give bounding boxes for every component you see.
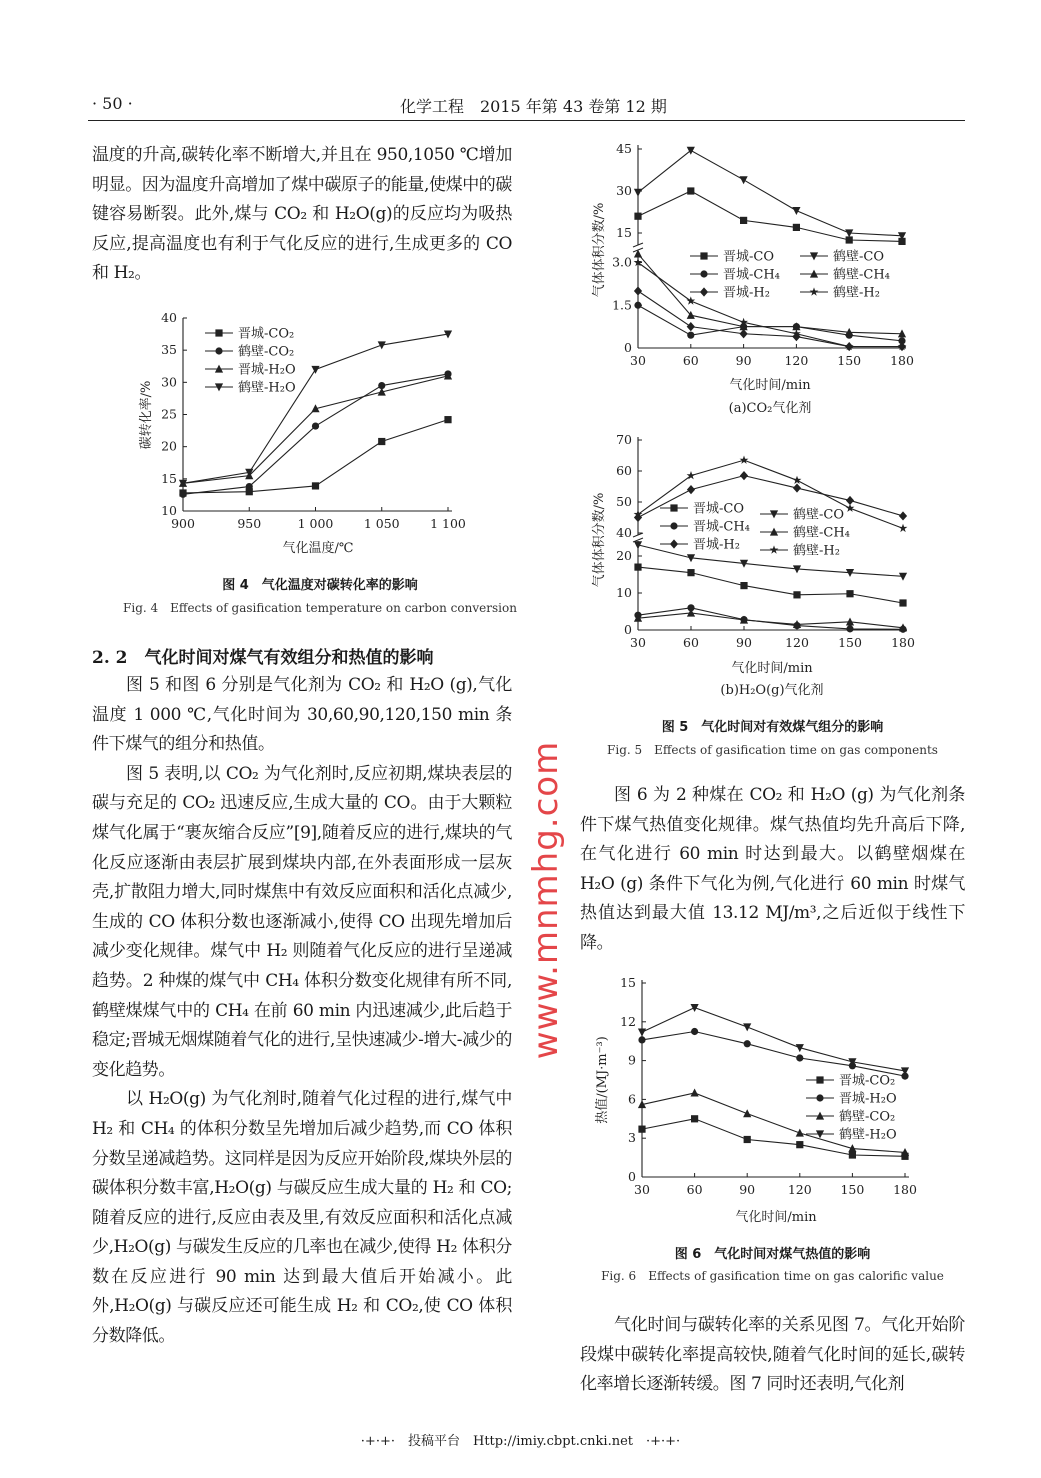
legend-label: 晋城-H₂ bbox=[693, 537, 740, 553]
data-point bbox=[899, 573, 907, 581]
data-point bbox=[846, 625, 853, 632]
data-point bbox=[246, 483, 253, 490]
data-point bbox=[846, 590, 853, 597]
legend-label: 鹤壁-H₂O bbox=[238, 380, 296, 396]
y-tick-label: 45 bbox=[616, 141, 632, 156]
y-tick-label: 40 bbox=[161, 310, 177, 325]
y-tick-label: 0 bbox=[624, 622, 632, 637]
legend-marker bbox=[700, 287, 708, 296]
legend-item bbox=[806, 1074, 895, 1089]
subplot-caption: (b)H₂O(g)气化剂 bbox=[720, 683, 824, 698]
y-tick-label: 20 bbox=[616, 548, 632, 563]
series-鹤壁-H₂ bbox=[634, 456, 908, 533]
x-tick-label: 1 000 bbox=[297, 516, 334, 531]
legend-item bbox=[760, 508, 844, 523]
legend-item bbox=[806, 1110, 895, 1125]
fig4-caption-zh: 图 4 气化温度对碳转化率的影响 bbox=[222, 578, 418, 593]
x-tick-label: 1 100 bbox=[430, 516, 466, 531]
x-tick-label: 180 bbox=[890, 353, 914, 368]
legend-item bbox=[205, 327, 294, 342]
y-tick-label: 10 bbox=[161, 503, 177, 518]
series-晋城-CO bbox=[634, 564, 906, 607]
y-tick-label: 15 bbox=[161, 470, 177, 486]
data-point bbox=[378, 341, 386, 349]
legend-label: 晋城-CO₂ bbox=[238, 326, 295, 342]
data-point bbox=[796, 1129, 804, 1137]
data-point bbox=[793, 591, 800, 598]
data-point bbox=[687, 485, 695, 494]
legend-marker bbox=[670, 522, 677, 529]
legend-label: 晋城-H₂O bbox=[238, 362, 296, 378]
paragraph: 以 H₂O(g) 为气化剂时,随着气化过程的进行,煤气中 H₂ 和 CH₄ 的体积分数呈先增加后减少趋势,而 CO 体积分数呈递减趋势。这同样是因为反应开始阶段,煤块外层的碳体积分数丰富,H₂O(g) 与碳反应生成大量的 H₂ 和 CO;随着反应的进行,反应由表及里,有效反应面积和活化点减少,H₂O(g) 与碳发生反应的几率也在减少,使得 H₂ 体积分数在反应进行 90 min 达到最大值后开始减小。此外,H₂O(g) 与碳反应还可能生成 H₂ 和 CO₂,使 CO 体积分数降低。 bbox=[92, 1089, 513, 1347]
y-tick-label: 15 bbox=[620, 975, 636, 990]
x-tick-label: 90 bbox=[736, 635, 752, 650]
legend-marker bbox=[700, 252, 707, 259]
data-point bbox=[740, 471, 748, 480]
x-tick-label: 60 bbox=[682, 353, 699, 368]
data-point bbox=[740, 329, 748, 338]
data-point bbox=[744, 1040, 751, 1047]
data-point bbox=[899, 524, 908, 532]
legend-label: 鹤壁-CO₂ bbox=[839, 1109, 896, 1125]
data-point bbox=[793, 224, 800, 231]
y-tick-label: 1.5 bbox=[612, 297, 632, 313]
legend-marker bbox=[816, 1094, 823, 1101]
x-axis-label: 气化时间/min bbox=[731, 661, 813, 676]
data-point bbox=[740, 176, 748, 184]
y-tick-label: 0 bbox=[628, 1169, 636, 1184]
y-tick-label: 10 bbox=[616, 585, 632, 600]
data-point bbox=[634, 564, 641, 571]
data-point bbox=[792, 207, 800, 215]
data-point bbox=[691, 1115, 698, 1122]
x-tick-label: 90 bbox=[735, 353, 752, 368]
legend-label: 鹤壁-CH₄ bbox=[793, 525, 850, 541]
y-tick-label: 70 bbox=[616, 432, 632, 447]
legend-item bbox=[800, 286, 880, 301]
legend-marker bbox=[810, 287, 819, 295]
x-tick-label: 30 bbox=[630, 353, 646, 368]
left-body bbox=[92, 671, 512, 1352]
footer: ·+·+· 投稿平台 Http://imiy.cbpt.cnki.net ·+·+· bbox=[360, 1434, 681, 1449]
series-晋城-CO bbox=[634, 187, 905, 245]
legend-label: 晋城-CO bbox=[723, 249, 774, 265]
legend-item bbox=[205, 363, 296, 378]
data-point bbox=[638, 1036, 645, 1043]
data-point bbox=[740, 456, 749, 464]
series-鹤壁-H₂O bbox=[638, 1004, 909, 1075]
y-axis-label: 气体体积分数/% bbox=[592, 492, 607, 588]
data-point bbox=[638, 1029, 646, 1037]
x-tick-label: 120 bbox=[787, 1182, 812, 1197]
data-point bbox=[378, 438, 385, 445]
data-point bbox=[687, 322, 695, 331]
data-point bbox=[846, 236, 853, 243]
legend-item bbox=[205, 345, 294, 360]
data-point bbox=[691, 1089, 699, 1097]
data-point bbox=[638, 1126, 645, 1133]
paragraph: 图 5 表明,以 CO₂ 为气化剂时,反应初期,煤块表层的碳与充足的 CO₂ 迅速反应,生成大量的 CO。由于大颗粒煤气化属于“裹灰缩合反应”[9],随着反应的进行,煤块的气化反应逐渐由表层扩展到煤块内部,在外表面形成一层灰壳,扩散阻力增大,同时煤焦中有效反应面积和活化点减少,生成的 CO 体积分数也逐渐减小,使得 CO 出现先增加后减少变化规律。煤气中 H₂ 则随着气化反应的进行呈递减趋势。2 种煤的煤气中 CH₄ 体积分数变化规律有所不同,鹤壁煤煤气中的 CH₄ 在前 60 min 内迅速减少,此后趋于稳定;晋城无烟煤随着气化的进行,呈快速减少-增大-减少的变化趋势。 bbox=[92, 763, 512, 1080]
x-tick-label: 900 bbox=[171, 516, 195, 531]
series-晋城-H₂O bbox=[638, 1028, 908, 1080]
data-point bbox=[444, 416, 451, 423]
paragraph: 图 5 和图 6 分别是气化剂为 CO₂ 和 H₂O (g),气化温度 1 000 ℃,气化时间为 30,60,90,120,150 min 条件下煤气的组分和热值。 bbox=[92, 675, 512, 755]
legend-item bbox=[760, 526, 850, 541]
legend-label: 鹤壁-CO₂ bbox=[238, 344, 295, 360]
x-tick-label: 60 bbox=[683, 635, 699, 650]
legend-label: 鹤壁-H₂ bbox=[793, 543, 840, 559]
y-tick-label: 50 bbox=[616, 494, 632, 509]
legend-label: 晋城-CO₂ bbox=[839, 1073, 896, 1089]
x-tick-label: 30 bbox=[634, 1182, 650, 1197]
y-tick-label: 6 bbox=[628, 1091, 636, 1107]
paragraph: 图 6 为 2 种煤在 CO₂ 和 H₂O (g) 为气化剂条件下煤气热值变化规律。煤气热值均先升高后下降,在气化进行 60 min 时达到最大。以鹤壁烟煤在 H₂O (g) 条件下气化为例,气化进行 60 min 时煤气热值达到最大值 13.12 MJ/m³,之后近似于线性下降。 bbox=[580, 785, 965, 953]
fig4-chart bbox=[138, 310, 466, 556]
series-line bbox=[642, 1032, 905, 1077]
watermark: www.mnmhg.com bbox=[526, 740, 566, 1060]
intro-paragraph: 温度的升高,碳转化率不断增大,并且在 950,1050 ℃增加明显。因为温度升高增加了煤中碳原子的能量,使煤中的碳键容易断裂。此外,煤与 CO₂ 和 H₂O(g)的反应均为吸热反应,提高温度也有利于气化反应的进行,生成更多的 CO 和 H₂。 bbox=[92, 145, 513, 284]
data-point bbox=[634, 302, 641, 309]
legend-marker bbox=[670, 504, 677, 511]
data-point bbox=[743, 1023, 751, 1031]
y-tick-label: 40 bbox=[616, 525, 632, 540]
x-tick-label: 150 bbox=[837, 353, 862, 368]
legend-label: 鹤壁-H₂ bbox=[833, 285, 880, 301]
x-tick-label: 60 bbox=[686, 1182, 703, 1197]
y-tick-label: 25 bbox=[161, 406, 177, 422]
data-point bbox=[846, 504, 855, 512]
y-axis-label: 气体体积分数/% bbox=[592, 202, 607, 298]
series-line bbox=[638, 608, 903, 629]
series-鹤壁-CH₄ bbox=[634, 609, 907, 632]
series-line bbox=[638, 613, 903, 628]
y-tick-label: 15 bbox=[616, 225, 632, 240]
data-point bbox=[899, 511, 907, 520]
data-point bbox=[634, 286, 642, 295]
x-axis-label: 气化温度/℃ bbox=[282, 541, 354, 556]
legend-item bbox=[205, 381, 296, 396]
data-point bbox=[743, 1109, 751, 1117]
legend-label: 晋城-CH₄ bbox=[693, 519, 750, 535]
data-point bbox=[686, 296, 695, 304]
data-point bbox=[179, 491, 186, 498]
fig4-caption-en: Fig. 4 Effects of gasification temperature on carbon conversion bbox=[123, 601, 517, 615]
data-point bbox=[899, 599, 906, 606]
x-tick-label: 90 bbox=[739, 1182, 756, 1197]
legend-item bbox=[800, 250, 884, 265]
fig5b-chart bbox=[591, 432, 915, 698]
legend-item bbox=[660, 520, 750, 535]
data-point bbox=[740, 217, 747, 224]
y-tick-label: 35 bbox=[161, 342, 177, 358]
series-line bbox=[638, 150, 902, 235]
y-tick-label: 60 bbox=[616, 463, 632, 478]
legend-label: 晋城-H₂ bbox=[723, 285, 770, 301]
y-axis-label: 热值/(MJ·m⁻³) bbox=[595, 1036, 610, 1124]
series-晋城-CH₄ bbox=[634, 302, 905, 345]
fig6-caption-zh: 图 6 气化时间对煤气热值的影响 bbox=[674, 1247, 871, 1262]
journal-header: 化学工程 2015 年第 43 卷第 12 期 bbox=[400, 97, 667, 116]
fig5-caption-en: Fig. 5 Effects of gasification time on gas components bbox=[607, 743, 938, 757]
data-point bbox=[796, 1054, 803, 1061]
y-tick-label: 30 bbox=[616, 183, 632, 198]
x-tick-label: 150 bbox=[838, 635, 862, 650]
data-point bbox=[740, 582, 747, 589]
subplot-caption: (a)CO₂气化剂 bbox=[728, 401, 812, 416]
x-tick-label: 180 bbox=[893, 1182, 917, 1197]
legend-item bbox=[806, 1092, 897, 1107]
data-point bbox=[312, 422, 319, 429]
data-point bbox=[687, 569, 694, 576]
data-point bbox=[687, 332, 694, 339]
legend-item bbox=[690, 250, 774, 265]
y-tick-label: 20 bbox=[161, 438, 177, 454]
legend-marker bbox=[816, 1076, 823, 1083]
legend-item bbox=[760, 544, 840, 559]
data-point bbox=[687, 147, 695, 155]
series-鹤壁-CO bbox=[634, 147, 906, 240]
series-晋城-CH₄ bbox=[634, 604, 906, 633]
paragraph: 气化时间与碳转化率的关系见图 7。气化开始阶段煤中碳转化率提高较快,随着气化时间的延长,碳转化率增长逐渐转缓。图 7 同时还表明,气化剂 bbox=[580, 1315, 965, 1395]
y-tick-label: 30 bbox=[161, 374, 177, 390]
fig6-chart bbox=[594, 975, 917, 1225]
y-tick-label: 3 bbox=[628, 1130, 636, 1146]
data-point bbox=[849, 1151, 856, 1158]
x-tick-label: 30 bbox=[630, 635, 646, 650]
legend-marker bbox=[215, 329, 222, 336]
data-point bbox=[793, 476, 802, 484]
data-point bbox=[796, 1141, 803, 1148]
data-point bbox=[691, 1028, 698, 1035]
data-point bbox=[691, 1004, 699, 1012]
legend-label: 鹤壁-CO bbox=[793, 507, 844, 523]
legend-marker bbox=[670, 539, 678, 548]
y-tick-label: 12 bbox=[620, 1013, 636, 1029]
data-point bbox=[793, 483, 801, 492]
x-axis-label: 气化时间/min bbox=[735, 1210, 817, 1225]
x-tick-label: 1 050 bbox=[363, 516, 400, 531]
series-line bbox=[638, 567, 903, 603]
right-body-2 bbox=[580, 1311, 965, 1400]
fig6-caption-en: Fig. 6 Effects of gasification time on gas calorific value bbox=[601, 1269, 944, 1283]
legend-item bbox=[800, 268, 890, 283]
legend-label: 鹤壁-CH₄ bbox=[833, 267, 890, 283]
intro-text bbox=[92, 141, 512, 289]
data-point bbox=[687, 187, 694, 194]
legend-marker bbox=[770, 545, 779, 553]
data-point bbox=[744, 1136, 751, 1143]
data-point bbox=[311, 366, 319, 374]
legend-item bbox=[690, 286, 770, 301]
y-axis-label: 碳转化率/% bbox=[139, 380, 154, 450]
data-point bbox=[634, 213, 641, 220]
y-tick-label: 3.0 bbox=[612, 254, 632, 270]
legend-item bbox=[660, 538, 740, 553]
legend-item bbox=[806, 1128, 897, 1143]
x-tick-label: 180 bbox=[891, 635, 915, 650]
x-tick-label: 150 bbox=[840, 1182, 865, 1197]
series-line bbox=[638, 460, 903, 528]
x-tick-label: 120 bbox=[784, 353, 809, 368]
legend-marker bbox=[215, 347, 222, 354]
legend-label: 鹤壁-CO bbox=[833, 249, 884, 265]
legend-label: 鹤壁-H₂O bbox=[839, 1127, 897, 1143]
legend-item bbox=[660, 502, 744, 517]
y-tick-label: 0 bbox=[624, 340, 632, 355]
legend-label: 晋城-CH₄ bbox=[723, 267, 780, 283]
legend-marker bbox=[700, 270, 707, 277]
series-line bbox=[642, 1008, 905, 1071]
data-point bbox=[634, 189, 642, 197]
y-tick-label: 9 bbox=[628, 1052, 636, 1068]
series-line bbox=[183, 420, 448, 493]
legend-label: 晋城-H₂O bbox=[839, 1091, 897, 1107]
legend-label: 晋城-CO bbox=[693, 501, 744, 517]
fig5a-chart bbox=[591, 141, 914, 416]
section-title: 2. 2 气化时间对煤气有效组分和热值的影响 bbox=[92, 648, 434, 668]
x-tick-label: 950 bbox=[237, 516, 262, 531]
page-number: · 50 · bbox=[92, 94, 133, 113]
legend-item bbox=[690, 268, 780, 283]
right-body-1 bbox=[580, 781, 965, 959]
fig5-caption-zh: 图 5 气化时间对有效煤气组分的影响 bbox=[661, 720, 884, 735]
x-tick-label: 120 bbox=[785, 635, 809, 650]
x-axis-label: 气化时间/min bbox=[729, 378, 811, 393]
data-point bbox=[312, 482, 319, 489]
